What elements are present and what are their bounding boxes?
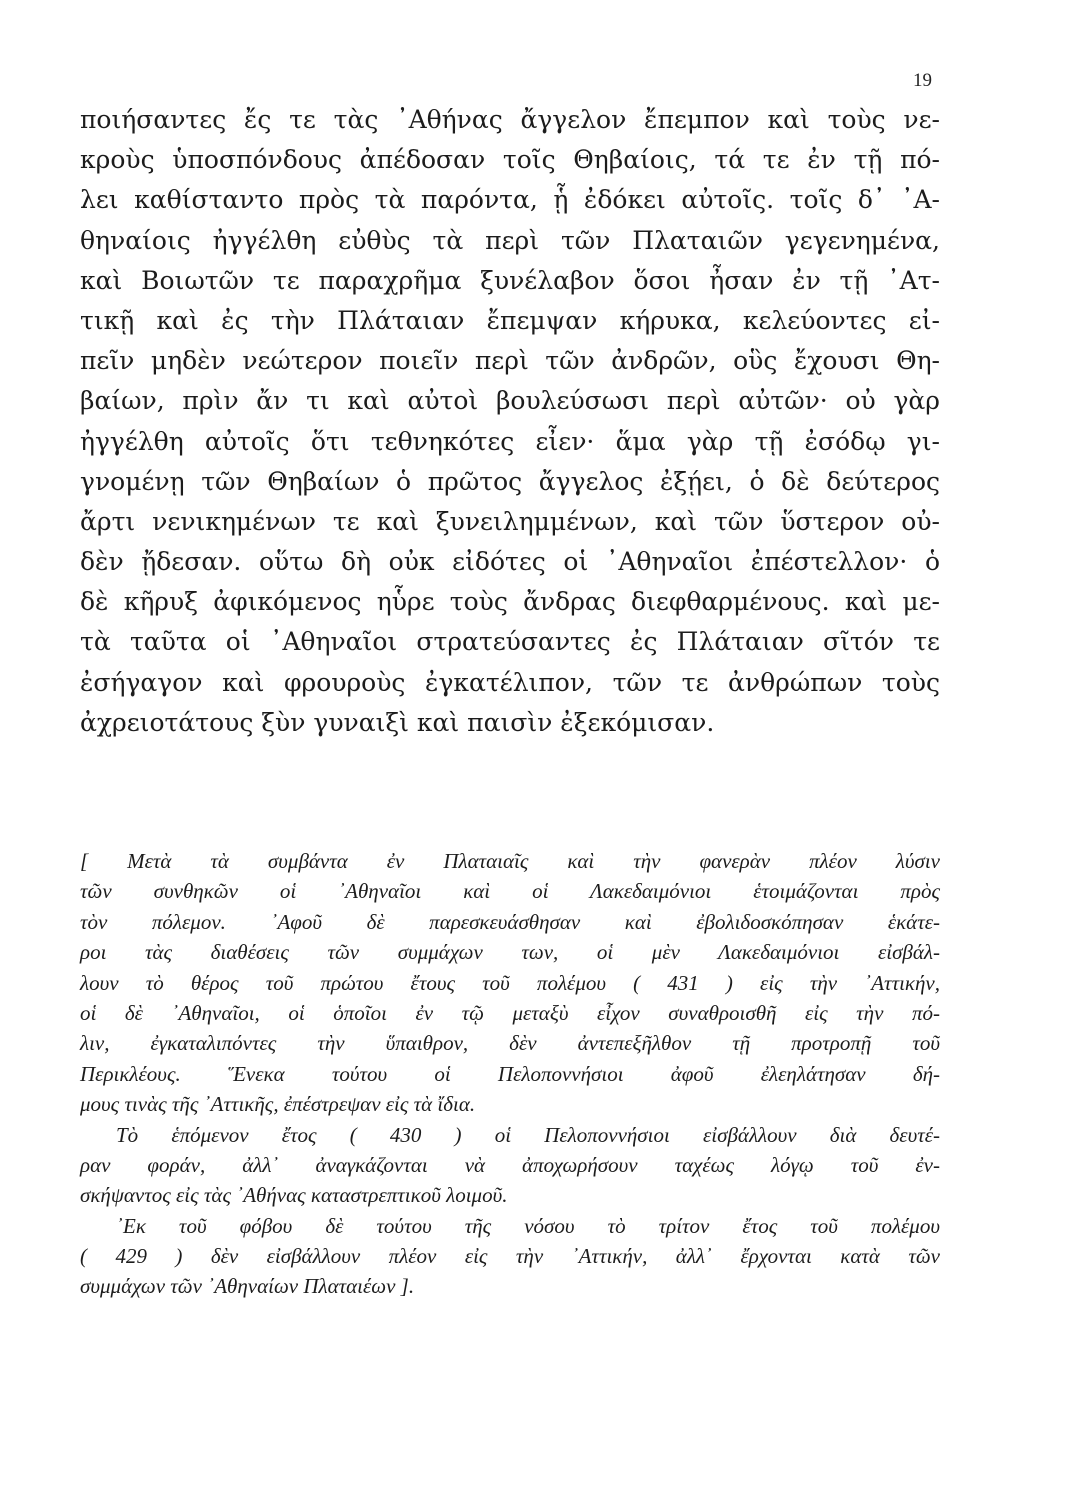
summary-line: ραν φοράν, ἀλλ᾿ ἀναγκάζονται νὰ ἀποχωρήσουν ταχέως λόγῳ τοῦ ἐν- xyxy=(80,1152,940,1177)
summary-note xyxy=(80,846,940,1302)
main-text-line: ἀχρειοτάτους ξὺν γυναιξὶ καὶ παισὶν ἐξεκόμισαν. xyxy=(80,707,715,737)
main-text-line: ποιήσαντες ἔς τε τὰς ᾿Αθήνας ἄγγελον ἔπεμπον καὶ τοὺς νε- xyxy=(80,105,940,134)
summary-line: ροι τὰς διαθέσεις τῶν συμμάχων των, οἱ μὲν Λακεδαιμόνιοι εἰσβάλ- xyxy=(80,940,940,965)
main-text-line: δὲν ᾔδεσαν. οὕτω δὴ οὐκ εἰδότες οἱ ᾿Αθηναῖοι ἐπέστελλον· ὁ xyxy=(80,547,940,577)
main-text-line: ἐσήγαγον καὶ φρουροὺς ἐγκατέλιπον, τῶν τε ἀνθρώπων τοὺς xyxy=(80,667,940,697)
main-text-line: κροὺς ὑποσπόνδους ἀπέδοσαν τοῖς Θηβαίοις, τά τε ἐν τῇ πό- xyxy=(80,145,940,175)
summary-line: τῶν συνθηκῶν οἱ ᾿Αθηναῖοι καὶ οἱ Λακεδαιμόνιοι ἑτοιμάζονται πρὸς xyxy=(80,879,940,904)
summary-line: [ Μετὰ τὰ συμβάντα ἐν Πλαταιαῖς καὶ τὴν φανερὰν πλέον λύσιν xyxy=(80,849,940,873)
summary-line: τὸν πόλεμον. ᾿Αφοῦ δὲ παρεσκευάσθησαν καὶ ἐβολιδοσκόπησαν ἑκάτε- xyxy=(80,909,940,934)
main-text-line: λει καθίσταντο πρὸς τὰ παρόντα, ᾗ ἐδόκει αὐτοῖς. τοῖς δ᾿ ᾿Α- xyxy=(80,185,940,215)
summary-line: μους τινὰς τῆς ᾿Αττικῆς, ἐπέστρεψαν εἰς τὰ ἴδια. xyxy=(80,1092,476,1117)
page-number: 19 xyxy=(913,70,932,91)
summary-line: λιν, ἐγκαταλιπόντες τὴν ὕπαιθρον, δὲν ἀντεπεξῆλθον τῇ προτροπῇ τοῦ xyxy=(80,1031,940,1056)
main-text-line: βαίων, πρὶν ἄν τι καὶ αὐτοὶ βουλεύσωσι περὶ αὐτῶν· οὐ γὰρ xyxy=(80,386,940,416)
main-text-line: θηναίοις ἠγγέλθη εὐθὺς τὰ περὶ τῶν Πλαταιῶν γεγενημένα, xyxy=(80,225,940,255)
main-text-line: καὶ Βοιωτῶν τε παραχρῆμα ξυνέλαβον ὅσοι ἦσαν ἐν τῇ ᾿Ατ- xyxy=(80,265,940,295)
summary-line: ( 429 ) δὲν εἰσβάλλουν πλέον εἰς τὴν ᾿Αττικήν, ἀλλ᾿ ἔρχονται κατὰ τῶν xyxy=(80,1244,940,1269)
main-text-line: ἄρτι νενικημένων τε καὶ ξυνειλημμένων, καὶ τῶν ὕστερον οὐ- xyxy=(80,506,940,536)
summary-line: Τὸ ἑπόμενον ἔτος ( 430 ) οἱ Πελοποννήσιοι εἰσβάλλουν διὰ δευτέ- xyxy=(116,1122,940,1147)
main-text-line: πεῖν μηδὲν νεώτερον ποιεῖν περὶ τῶν ἀνδρῶν, οὓς ἔχουσι Θη- xyxy=(80,346,940,376)
main-greek-text xyxy=(80,100,940,743)
summary-line: ᾿Εκ τοῦ φόβου δὲ τούτου τῆς νόσου τὸ τρίτον ἔτος τοῦ πολέμου xyxy=(116,1213,940,1238)
main-text-line: γνομένῃ τῶν Θηβαίων ὁ πρῶτος ἄγγελος ἐξῄει, ὁ δὲ δεύτερος xyxy=(80,466,940,496)
main-text-line: ἠγγέλθη αὐτοῖς ὅτι τεθνηκότες εἶεν· ἅμα γὰρ τῇ ἐσόδῳ γι- xyxy=(80,426,940,456)
summary-line: Περικλέους. Ἕνεκα τούτου οἱ Πελοποννήσιοι ἀφοῦ ἐλεηλάτησαν δή- xyxy=(80,1061,940,1086)
main-text-line: τὰ ταῦτα οἱ ᾿Αθηναῖοι στρατεύσαντες ἐς Πλάταιαν σῖτόν τε xyxy=(80,627,940,657)
summary-line: σκήψαντος εἰς τὰς ᾿Αθήνας καταστρεπτικοῦ λοιμοῦ. xyxy=(80,1183,508,1208)
summary-line: οἱ δὲ ᾿Αθηναῖοι, οἱ ὁποῖοι ἐν τῷ μεταξὺ εἶχον συναθροισθῆ εἰς τὴν πό- xyxy=(80,1000,940,1025)
summary-line: λουν τὸ θέρος τοῦ πρώτου ἔτους τοῦ πολέμου ( 431 ) εἰς τὴν ᾿Αττικήν, xyxy=(80,970,940,995)
main-text-line: δὲ κῆρυξ ἀφικόμενος ηὗρε τοὺς ἄνδρας διεφθαρμένους. καὶ με- xyxy=(80,587,940,617)
summary-line: συμμάχων τῶν ᾿Αθηναίων Πλαταιέων ]. xyxy=(80,1274,415,1299)
main-text-line: τικῇ καὶ ἐς τὴν Πλάταιαν ἔπεμψαν κήρυκα, κελεύοντες εἰ- xyxy=(80,305,940,335)
